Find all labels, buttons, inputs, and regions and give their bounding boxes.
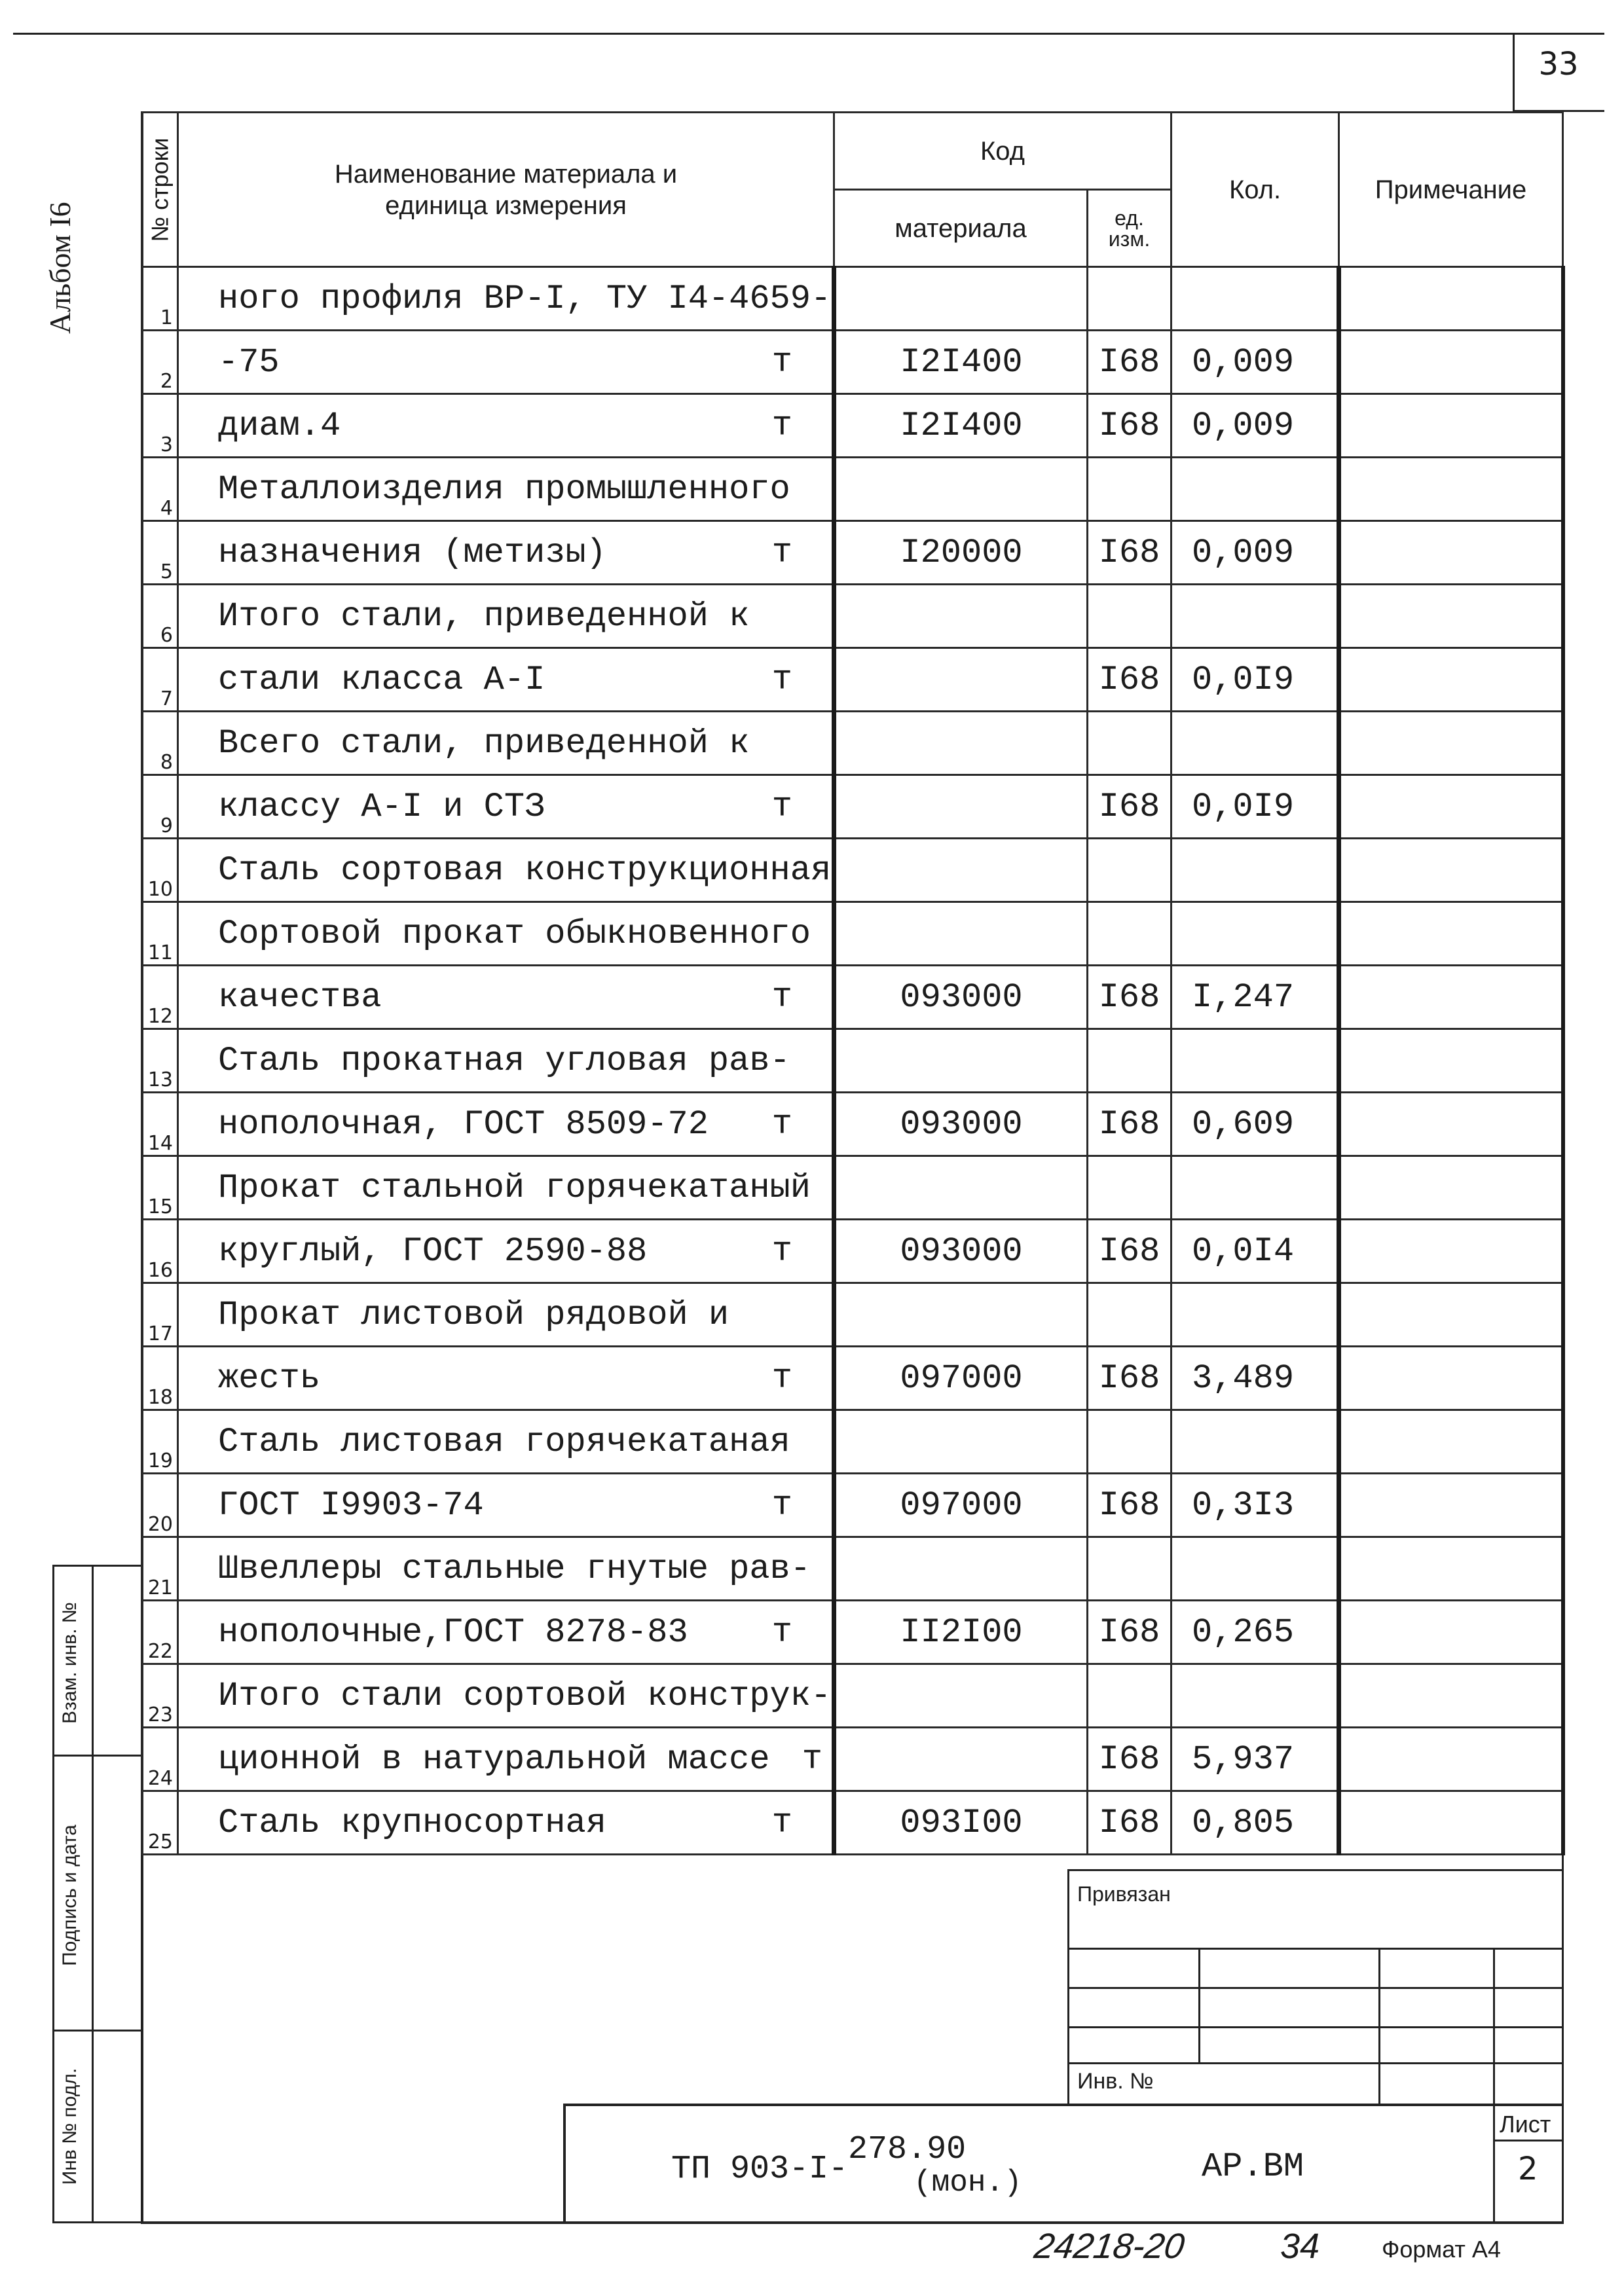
row-number: 13 [142,1029,178,1093]
unit-code: I68 [1088,1093,1172,1156]
side-label-replaced-inv: Взам. инв. № [59,1602,81,1724]
quantity: 0,0I9 [1172,648,1339,712]
unit-code: I68 [1088,775,1172,839]
note [1339,1283,1563,1347]
note [1339,775,1563,839]
material-name: ного профиля ВР-I, ТУ I4-4659- [178,267,834,331]
table-row [142,1220,1563,1283]
note [1339,585,1563,648]
note [1339,1347,1563,1410]
header-qty: Кол. [1172,113,1339,267]
unit-code [1088,267,1172,331]
material-name: жесть т [178,1347,834,1410]
material-code [834,902,1088,966]
stamp-grid-v1 [1198,1948,1200,2062]
unit-symbol: т [771,1104,792,1144]
material-name: -75 т [178,331,834,394]
material-code [834,648,1088,712]
stamp-attached-label: Привязан [1077,1882,1171,1906]
quantity [1172,458,1339,521]
note [1339,521,1563,585]
side-stamp-left [52,1565,54,2223]
stamp-grid-v2 [1378,1948,1380,2105]
material-code [834,712,1088,775]
material-code [834,1410,1088,1474]
unit-symbol: т [771,1485,792,1525]
unit-code: I68 [1088,1601,1172,1664]
material-code [834,1537,1088,1601]
row-number: 6 [142,585,178,648]
table-row [142,1664,1563,1728]
unit-code [1088,1664,1172,1728]
material-name: стали класса А-I т [178,648,834,712]
quantity [1172,1664,1339,1728]
material-name: ГОСТ I9903-74 т [178,1474,834,1537]
quantity [1172,1156,1339,1220]
quantity: 5,937 [1172,1728,1339,1791]
row-number: 14 [142,1093,178,1156]
row-number: 25 [142,1791,178,1855]
unit-symbol: т [771,1613,792,1652]
table-row [142,1029,1563,1093]
document-designation [671,2131,967,2188]
note [1339,1537,1563,1601]
note [1339,1601,1563,1664]
unit-symbol: т [771,533,792,572]
sheet-label: Лист [1500,2111,1551,2138]
quantity [1172,839,1339,902]
note [1339,1664,1563,1728]
row-number: 8 [142,712,178,775]
note [1339,1220,1563,1283]
row-number: 10 [142,839,178,902]
row-number: 11 [142,902,178,966]
unit-symbol: т [771,342,792,382]
handwritten-page: 34 [1280,2227,1320,2266]
unit-code: I68 [1088,1791,1172,1855]
material-code: 093000 [834,1093,1088,1156]
note [1339,1156,1563,1220]
note [1339,331,1563,394]
row-number: 3 [142,394,178,458]
table-row [142,1474,1563,1537]
quantity: 0,265 [1172,1601,1339,1664]
side-label-signature: Подпись и дата [59,1825,81,1966]
table-row [142,1093,1563,1156]
material-name: назначения (метизы) т [178,521,834,585]
quantity [1172,902,1339,966]
doc-suffix: (мон.) [913,2166,1022,2200]
header-row-no: № строки [142,113,178,267]
note [1339,966,1563,1029]
note [1339,1791,1563,1855]
material-name: Сталь прокатная угловая рав- [178,1029,834,1093]
quantity [1172,585,1339,648]
quantity: 0,009 [1172,331,1339,394]
quantity [1172,1537,1339,1601]
header-unit: ед. изм. [1088,190,1172,267]
row-number: 9 [142,775,178,839]
table-row [142,458,1563,521]
row-number: 19 [142,1410,178,1474]
unit-code: I68 [1088,521,1172,585]
stamp-main-top [563,2104,1564,2106]
stamp-grid-v3 [1493,1948,1495,2223]
side-label-inv-orig: Инв № подл. [59,2068,81,2185]
quantity: 0,009 [1172,394,1339,458]
material-code: 093I00 [834,1791,1088,1855]
unit-symbol: т [802,1740,822,1779]
table-row [142,1728,1563,1791]
unit-symbol: т [771,406,792,445]
album-label: Альбом I6 [43,202,77,334]
material-name: Итого стали, приведенной к [178,585,834,648]
table-row [142,1347,1563,1410]
table-row [142,1410,1563,1474]
material-name: Сталь крупносортная т [178,1791,834,1855]
row-number: 17 [142,1283,178,1347]
table-row [142,1156,1563,1220]
material-code: 097000 [834,1474,1088,1537]
stamp-grid-h3 [1067,2026,1564,2028]
unit-code [1088,1156,1172,1220]
material-name: нополочная, ГОСТ 8509-72 т [178,1093,834,1156]
note [1339,1474,1563,1537]
unit-code [1088,1410,1172,1474]
quantity: 0,805 [1172,1791,1339,1855]
row-number: 24 [142,1728,178,1791]
unit-code: I68 [1088,1728,1172,1791]
row-number: 23 [142,1664,178,1728]
material-code [834,1728,1088,1791]
material-name: Сталь сортовая конструкционная [178,839,834,902]
material-name: Итого стали сортовой конструк- [178,1664,834,1728]
material-code: I20000 [834,521,1088,585]
row-number: 18 [142,1347,178,1410]
quantity: 0,609 [1172,1093,1339,1156]
stamp-attached-top [1067,1869,1564,1871]
material-name: Металлоизделия промышленного [178,458,834,521]
header-name: Наименование материала и единица измерения [178,113,834,267]
row-number: 7 [142,648,178,712]
material-code: 093000 [834,966,1088,1029]
header-material: материала [834,190,1088,267]
unit-code: I68 [1088,1220,1172,1283]
quantity [1172,1283,1339,1347]
unit-code: I68 [1088,394,1172,458]
material-code: II2I00 [834,1601,1088,1664]
material-code: I2I400 [834,394,1088,458]
unit-code: I68 [1088,1474,1172,1537]
table-row [142,775,1563,839]
table-row [142,521,1563,585]
unit-code [1088,712,1172,775]
row-number: 22 [142,1601,178,1664]
note [1339,458,1563,521]
material-code [834,1283,1088,1347]
note [1339,267,1563,331]
table-row [142,1601,1563,1664]
quantity [1172,1410,1339,1474]
material-code [834,1156,1088,1220]
material-code [834,775,1088,839]
row-number: 4 [142,458,178,521]
unit-code [1088,902,1172,966]
note [1339,648,1563,712]
unit-code [1088,585,1172,648]
note [1339,394,1563,458]
row-number: 2 [142,331,178,394]
unit-symbol: т [771,1231,792,1271]
unit-symbol: т [771,787,792,826]
note [1339,1029,1563,1093]
doc-prefix: ТП 903-I- [671,2151,849,2188]
header-code: Код [834,113,1172,190]
side-stamp-bottom [52,2221,141,2223]
stamp-grid-h4 [1067,2062,1564,2064]
material-name: Сортовой прокат обыкновенного [178,902,834,966]
note [1339,1093,1563,1156]
material-code: 097000 [834,1347,1088,1410]
table-row [142,585,1563,648]
material-code [834,267,1088,331]
unit-code [1088,1283,1172,1347]
material-code [834,585,1088,648]
material-name: Прокат стальной горячекатаный [178,1156,834,1220]
material-name: Прокат листовой рядовой и [178,1283,834,1347]
material-name: Всего стали, приведенной к [178,712,834,775]
format-label: Формат А4 [1382,2236,1501,2263]
quantity [1172,1029,1339,1093]
quantity [1172,712,1339,775]
frame-top [13,33,1604,35]
quantity [1172,267,1339,331]
material-name: ционной в натуральной массе т [178,1728,834,1791]
stamp-sheet-div [1493,2140,1564,2141]
table-row [142,331,1563,394]
quantity: 3,489 [1172,1347,1339,1410]
unit-code: I68 [1088,331,1172,394]
side-stamp-right [92,1565,94,2223]
handwritten-number: 24218-20 [1031,2227,1187,2266]
sheet-value: 2 [1518,2151,1538,2187]
note [1339,902,1563,966]
note [1339,1728,1563,1791]
material-name: круглый, ГОСТ 2590-88 т [178,1220,834,1283]
unit-code [1088,1029,1172,1093]
material-code [834,839,1088,902]
material-code [834,1664,1088,1728]
table-row [142,1791,1563,1855]
table-row [142,1283,1563,1347]
row-number: 16 [142,1220,178,1283]
side-stamp-top [52,1565,141,1567]
unit-symbol: т [771,1358,792,1398]
table-row [142,1537,1563,1601]
stamp-main-left [563,2104,566,2223]
materials-table [141,111,1565,1855]
material-name: качества т [178,966,834,1029]
material-name: классу А-I и СТЗ т [178,775,834,839]
unit-code: I68 [1088,966,1172,1029]
stamp-grid-h2 [1067,1987,1564,1989]
table-row [142,902,1563,966]
quantity: 0,009 [1172,521,1339,585]
frame-bottom [141,2221,1564,2224]
row-number: 5 [142,521,178,585]
material-name: диам.4 т [178,394,834,458]
table-row [142,839,1563,902]
row-number: 15 [142,1156,178,1220]
material-code [834,1029,1088,1093]
stamp-grid-h1 [1067,1948,1564,1950]
unit-code [1088,458,1172,521]
stamp-inv-label: Инв. № [1077,2069,1154,2094]
row-number: 12 [142,966,178,1029]
note [1339,839,1563,902]
unit-symbol: т [771,1803,792,1842]
note [1339,712,1563,775]
material-code: 093000 [834,1220,1088,1283]
quantity: 0,0I4 [1172,1220,1339,1283]
unit-code: I68 [1088,1347,1172,1410]
material-name: Швеллеры стальные гнутые рав- [178,1537,834,1601]
table-row [142,712,1563,775]
unit-symbol: т [771,977,792,1017]
row-number: 1 [142,267,178,331]
sheet-code: АР.ВМ [1202,2147,1304,2186]
table-row [142,267,1563,331]
header-note: Примечание [1339,113,1563,267]
material-name: Сталь листовая горячекатаная [178,1410,834,1474]
quantity: 0,0I9 [1172,775,1339,839]
unit-code [1088,839,1172,902]
doc-number: 278.90 [848,2131,967,2168]
page-number: 33 [1538,46,1579,82]
unit-symbol: т [771,660,792,699]
table-row [142,394,1563,458]
quantity: I,247 [1172,966,1339,1029]
unit-code: I68 [1088,648,1172,712]
material-name: нополочные,ГОСТ 8278-83 т [178,1601,834,1664]
unit-code [1088,1537,1172,1601]
note [1339,1410,1563,1474]
material-code [834,458,1088,521]
table-row [142,966,1563,1029]
quantity: 0,3I3 [1172,1474,1339,1537]
material-code: I2I400 [834,331,1088,394]
row-number: 21 [142,1537,178,1601]
table-row [142,648,1563,712]
row-number: 20 [142,1474,178,1537]
